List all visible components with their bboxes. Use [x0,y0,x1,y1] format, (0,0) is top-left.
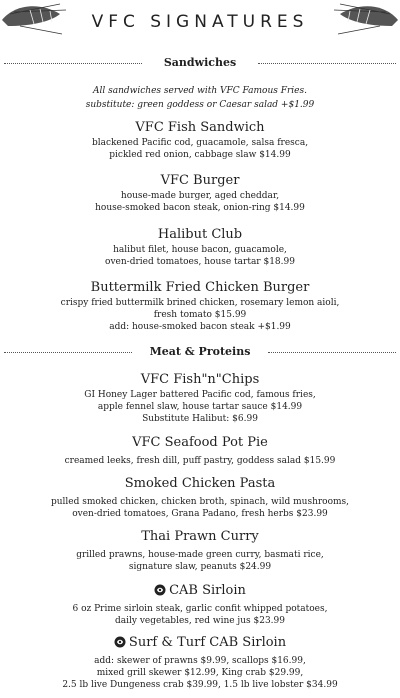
item-title: VFC Burger [160,173,240,188]
item-desc: grilled prawns, house-made green curry, basmati rice, [76,550,324,560]
prawn-illustration-right [330,0,400,40]
menu-item [6,528,394,573]
divider [268,352,396,353]
section-title: Sandwiches [163,56,237,69]
menu-item [6,119,394,161]
item-desc: oven-dried tomatoes, house tartar $18.99 [105,257,295,267]
item-desc: house-made burger, aged cheddar, [120,191,280,201]
divider [258,63,396,64]
item-desc: pulled smoked chicken, chicken broth, spinach, wild mushrooms, [50,497,350,507]
item-desc: signature slaw, peanuts $24.99 [128,562,272,572]
menu-item [6,279,394,333]
item-title: Thai Prawn Curry [141,529,259,544]
item-desc: daily vegetables, red wine jus $23.99 [115,616,285,626]
item-title: VFC Fish"n"Chips [140,372,260,387]
item-desc: 6 oz Prime sirloin steak, garlic confit whipped potatoes, [72,604,328,614]
section-header-sandwiches [0,56,400,70]
menu-item [6,226,394,268]
menu-item [6,371,394,425]
item-desc: mixed grill skewer $12.99, King crab $29.99, [96,668,304,678]
ocean-wise-pin-icon [114,636,126,648]
sandwich-note [6,84,394,112]
menu-item [6,634,394,691]
item-title: CAB Sirloin [169,583,246,598]
item-desc: add: skewer of prawns $9.99, scallops $16.99, [94,656,306,666]
menu-item [6,172,394,214]
menu-header [0,0,400,40]
item-title: Buttermilk Fried Chicken Burger [90,280,310,295]
item-desc: halibut filet, house bacon, guacamole, [113,245,287,255]
menu-item [6,582,394,627]
item-desc: oven-dried tomatoes, Grana Padano, fresh herbs $23.99 [72,509,328,519]
section-header-meat-proteins [0,345,400,359]
item-title: Surf & Turf CAB Sirloin [128,635,287,650]
note-line: All sandwiches served with VFC Famous Fries. [93,86,307,96]
item-title-row [6,582,394,600]
ocean-wise-pin-icon [154,584,166,596]
menu-item [6,434,394,467]
item-title: Smoked Chicken Pasta [124,476,276,491]
item-desc: blackened Pacific cod, guacamole, salsa fresca, [91,138,309,148]
page-title: VFC SIGNATURES [91,12,309,32]
item-desc: fresh tomato $15.99 [153,310,247,320]
item-desc: crispy fried buttermilk brined chicken, rosemary lemon aioli, [60,298,340,308]
note-line: substitute: green goddess or Caesar salad +$1.99 [85,100,315,110]
item-title: VFC Fish Sandwich [135,120,265,135]
item-desc: GI Honey Lager battered Pacific cod, famous fries, [84,390,316,400]
item-desc: add: house-smoked bacon steak +$1.99 [109,322,291,332]
item-desc: 2.5 lb live Dungeness crab $39.99, 1.5 lb live lobster $34.99 [62,680,338,690]
item-desc: creamed leeks, fresh dill, puff pastry, goddess salad $15.99 [64,456,336,466]
item-desc: pickled red onion, cabbage slaw $14.99 [109,150,291,160]
item-desc: house-smoked bacon steak, onion-ring $14.99 [95,203,305,213]
item-desc: Substitute Halibut: $6.99 [142,414,258,424]
item-title: VFC Seafood Pot Pie [132,435,268,450]
item-title: Halibut Club [157,227,243,242]
item-desc: apple fennel slaw, house tartar sauce $14.99 [97,402,303,412]
section-title: Meat & Proteins [149,345,251,358]
item-title-row [6,634,394,652]
menu-item [6,475,394,520]
